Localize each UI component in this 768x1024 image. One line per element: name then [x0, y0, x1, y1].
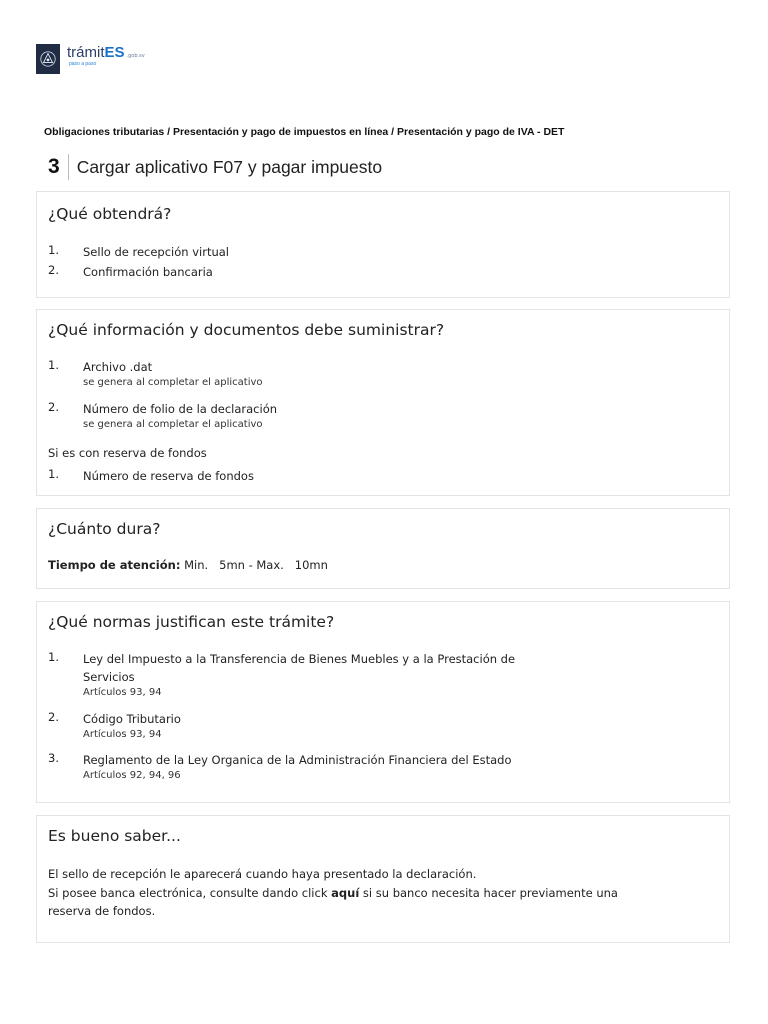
government-seal-icon — [36, 44, 60, 74]
list-number: 1. — [48, 243, 59, 257]
card-heading: Es bueno saber... — [48, 827, 181, 845]
duration-row — [48, 558, 328, 572]
list-item — [48, 751, 543, 782]
list-text: Ley del Impuesto a la Transferencia de Bienes Muebles y a la Prestación de Servicios — [83, 652, 516, 684]
list-item — [48, 358, 543, 389]
list-number: 1. — [48, 467, 59, 481]
list-subtext: se genera al completar el aplicativo — [83, 377, 263, 388]
list-number: 1. — [48, 358, 59, 372]
duration-label: Tiempo de atención: — [48, 558, 181, 572]
bank-reservation-link[interactable]: aquí — [331, 885, 360, 900]
brand-logo[interactable] — [67, 44, 145, 67]
list-number: 1. — [48, 650, 59, 664]
list-text: Reglamento de la Ley Organica de la Administración Financiera del Estado — [83, 753, 512, 767]
card-what-you-get — [36, 191, 730, 298]
list-number: 2. — [48, 710, 59, 724]
step-header — [48, 154, 382, 180]
page-title: Cargar aplicativo F07 y pagar impuesto — [76, 157, 383, 177]
info-line-2-pre: Si posee banca electrónica, consulte dando click — [48, 885, 332, 900]
site-header — [36, 44, 145, 78]
list-item — [48, 710, 543, 741]
list-item — [48, 467, 543, 485]
list-subtext: se genera al completar el aplicativo — [83, 419, 263, 430]
brand-domain: .gob.sv — [126, 53, 145, 59]
list-text: Código Tributario — [83, 712, 181, 726]
list-item — [48, 243, 543, 261]
list-text: Número de folio de la declaración — [83, 402, 278, 416]
duration-value: Min. 5mn - Max. 10mn — [184, 558, 328, 572]
brand-name-suffix: ES — [104, 44, 125, 61]
brand-tagline: paso a paso — [69, 61, 97, 67]
list-item — [48, 650, 523, 699]
list-subtext: Artículos 92, 94, 96 — [83, 770, 181, 781]
list-number: 2. — [48, 263, 59, 277]
list-text: Archivo .dat — [83, 360, 153, 374]
card-heading: ¿Qué normas justifican este trámite? — [48, 613, 335, 631]
card-documents — [36, 309, 730, 496]
card-heading: ¿Cuánto dura? — [48, 520, 161, 538]
list-text: Sello de recepción virtual — [83, 245, 230, 259]
card-good-to-know — [36, 815, 730, 943]
list-text: Confirmación bancaria — [83, 265, 213, 279]
brand-name-prefix: trámit — [67, 44, 105, 61]
info-paragraph — [48, 865, 628, 921]
list-number: 2. — [48, 400, 59, 414]
info-line-1: El sello de recepción le aparecerá cuando haya presentado la declaración. — [48, 867, 477, 881]
list-subtext: Artículos 93, 94 — [83, 729, 162, 740]
list-item — [48, 263, 543, 281]
list-subtext: Artículos 93, 94 — [83, 687, 162, 698]
list-text: Número de reserva de fondos — [83, 469, 254, 483]
info-line-2-post: si su banco necesita hacer previamente una reserva de fondos. — [48, 885, 618, 918]
list-number: 3. — [48, 751, 59, 765]
card-duration — [36, 508, 730, 589]
card-norms — [36, 601, 730, 803]
conditional-label: Si es con reserva de fondos — [48, 446, 207, 460]
list-item — [48, 400, 543, 431]
breadcrumb: Obligaciones tributarias / Presentación y pago de impuestos en línea / Presentación y pago de IVA - DET — [44, 126, 565, 138]
card-heading: ¿Qué obtendrá? — [48, 205, 172, 223]
card-heading: ¿Qué información y documentos debe suministrar? — [48, 321, 445, 339]
step-number: 3 — [48, 154, 69, 180]
